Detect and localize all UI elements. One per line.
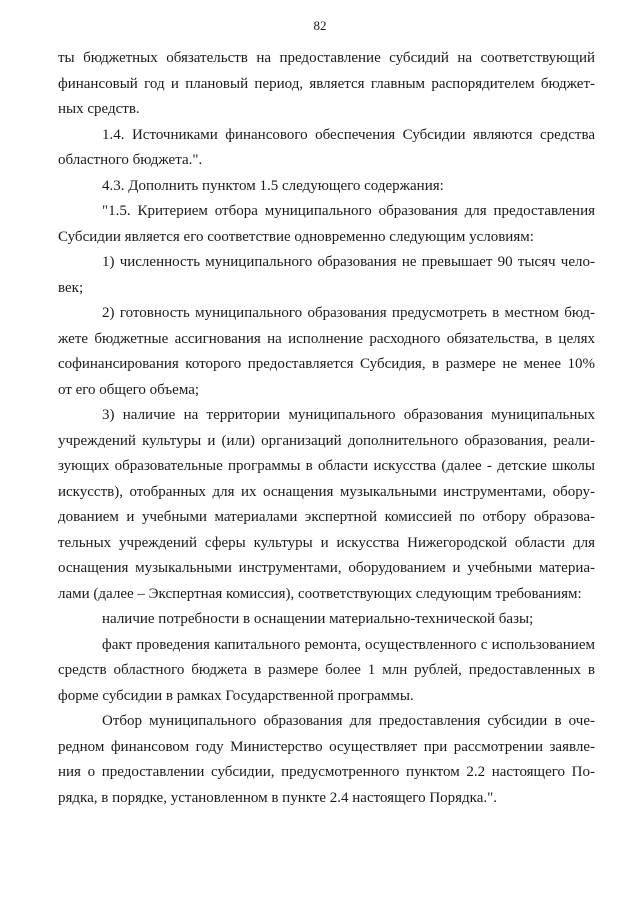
text-line: лами (далее – Экспертная комиссия), соответствующих следующим требованиям: [58, 585, 582, 602]
text-line: рядка, в порядке, установленном в пункте 2.4 настоящего Порядка.". [58, 789, 498, 806]
text-line: ных средств. [58, 101, 140, 117]
text-line: дованием и учебными материалами экспертной комиссией по отбору образова- [58, 509, 595, 525]
text-line: наличие потребности в оснащении материально-технической базы; [102, 611, 534, 627]
text-line: ты бюджетных обязательств на предоставление субсидий на соответствующий [58, 50, 595, 66]
text-line: факт проведения капитального ремонта, осуществленного с использованием [102, 636, 595, 653]
text-line: 3) наличие на территории муниципального образования муниципальных [102, 407, 595, 423]
text-line: 4.3. Дополнить пунктом 1.5 следующего содержания: [102, 177, 444, 194]
text-line: софинансирования которого предоставляется Субсидия, в размере не менее 10% [58, 356, 595, 372]
text-line: зующих образовательные программы в области искусства (далее - детские школы [58, 458, 595, 474]
page-number: 82 [313, 18, 327, 33]
text-line: искусств), отобранных для их оснащения музыкальными инструментами, обору- [58, 483, 595, 500]
text-line: 1.4. Источниками финансового обеспечения Субсидии являются средства [102, 126, 595, 143]
text-line: Отбор муниципального образования для предоставления субсидии в оче- [102, 713, 595, 729]
text-line: жете бюджетные ассигнования на исполнение расходного обязательства, в целях [58, 330, 595, 347]
text-line: финансовый год и плановый период, является главным распорядителем бюджет- [58, 75, 595, 92]
text-line: Субсидии является его соответствие одновременно следующим условиям: [58, 228, 534, 245]
text-line: средств областного бюджета в размере более 1 млн рублей, предоставленных в [58, 662, 595, 678]
text-line: от его общего объема; [58, 381, 200, 398]
text-line: форме субсидии в рамках Государственной программы. [58, 687, 414, 704]
text-line: век; [58, 279, 84, 296]
text-line: тельных учреждений сферы культуры и искусства Нижегородской области для [58, 534, 595, 551]
text-line: оснащения музыкальными инструментами, оборудованием и учебными материа- [58, 560, 595, 576]
document-body [58, 46, 595, 811]
text-line: учреждений культуры и (или) организаций дополнительного образования, реали- [58, 432, 595, 449]
text-line: "1.5. Критерием отбора муниципального образования для предоставления [102, 203, 595, 219]
text-line: 2) готовность муниципального образования предусмотреть в местном бюд- [102, 305, 595, 321]
text-line: областного бюджета.". [58, 152, 203, 168]
text-line: редном финансовом году Министерство осуществляет при рассмотрении заявле- [58, 738, 595, 755]
text-line: ния о предоставлении субсидии, предусмотренного пунктом 2.2 настоящего По- [58, 764, 595, 780]
text-line: 1) численность муниципального образования не превышает 90 тысяч чело- [102, 254, 595, 270]
